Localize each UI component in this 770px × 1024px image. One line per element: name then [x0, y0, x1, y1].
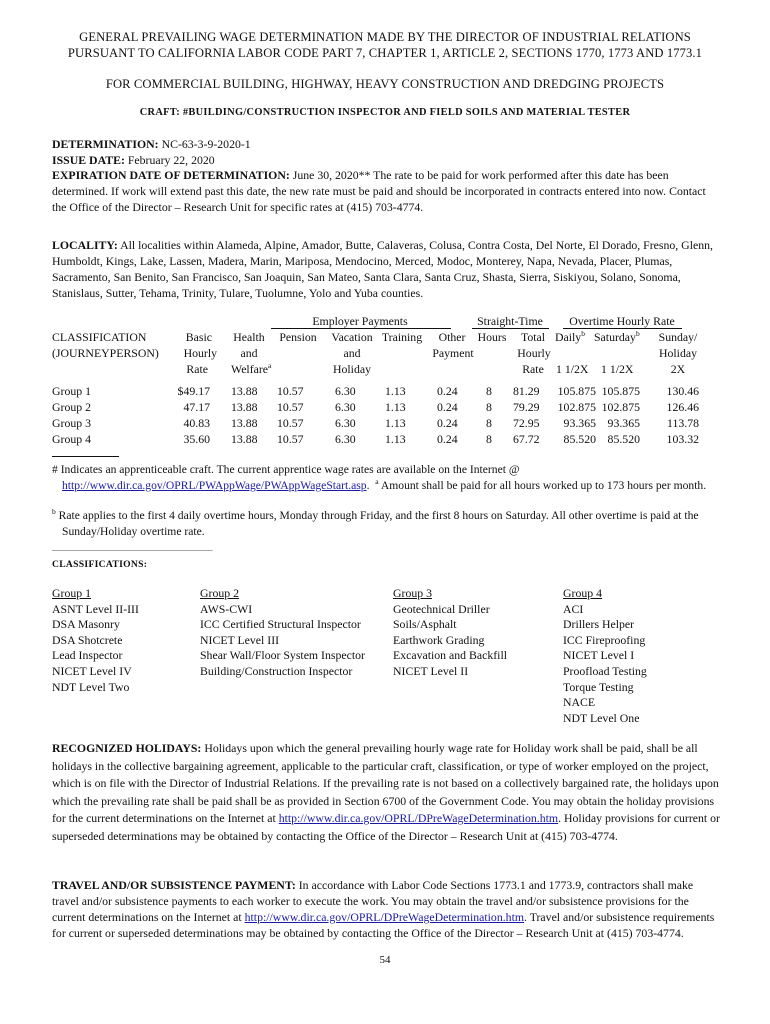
cell-pension: 10.57 [277, 400, 304, 414]
col-header-hours: Hours [477, 330, 507, 344]
classification-group-3 [393, 586, 507, 680]
list-item: Geotechnical Driller [393, 601, 490, 616]
locality-paragraph [52, 237, 720, 301]
cell-other: 0.24 [437, 400, 458, 414]
col-header-classification: CLASSIFICATION [52, 330, 147, 344]
cell-total: 79.29 [513, 400, 540, 414]
list-item: Proofload Testing [563, 663, 647, 678]
expiration-text: June 30, 2020** The rate to be paid for work performed after this date has been determined. If work will extend past this date, the new rate must be paid and should be incorporated in contracts entered into now. Contact the Office of the Director – Research Unit for specific rates at (415) 703-4774. [52, 168, 706, 214]
table-row [0, 416, 770, 432]
cell-training: 1.13 [385, 432, 406, 446]
footnote-b [52, 508, 730, 539]
list-item: Shear Wall/Floor System Inspector [200, 648, 365, 663]
cell-total: 81.29 [513, 384, 540, 398]
cell-daily: 85.520 [563, 432, 596, 446]
cell-total: 72.95 [513, 416, 540, 430]
travel-text-2: . Travel and/or subsistence requirements for current or superseded determinations may be obtained by contacting the Office of the Director – Research Unit at (415) 703-4774. [52, 910, 715, 940]
cell-basic: 40.83 [183, 416, 210, 430]
row-group-name: Group 3 [52, 416, 91, 430]
col-header-vacation: Vacation [331, 330, 373, 344]
cell-basic: 47.17 [183, 400, 210, 414]
list-item: NICET Level IV [52, 663, 132, 678]
footnote-b-text: Rate applies to the first 4 daily overtime hours, Monday through Friday, and the first 8 hours on Saturday. All other overtime is paid at the Sunday/Holiday overtime rate. [58, 509, 699, 538]
classifications-title: CLASSIFICATIONS: [52, 559, 148, 570]
list-item: Building/Construction Inspector [200, 663, 353, 678]
list-item: ICC Certified Structural Inspector [200, 617, 361, 632]
list-item: NICET Level I [563, 648, 635, 663]
col-header-hourly: Hourly [183, 346, 217, 360]
cell-pension: 10.57 [277, 432, 304, 446]
cell-sunday: 126.46 [666, 400, 699, 414]
cell-daily: 105.875 [557, 384, 596, 398]
row-group-name: Group 2 [52, 400, 91, 414]
expiration-paragraph [52, 167, 720, 215]
holiday-provisions-link[interactable]: http://www.dir.ca.gov/OPRL/DPreWageDetermination.htm [278, 811, 559, 825]
col-header-welfare: Welfare$^a$ [231, 361, 272, 376]
col-header-holiday: Holiday [658, 346, 697, 360]
straight-time-heading: Straight-Time [477, 314, 543, 328]
group-2-title: Group 2 [200, 586, 239, 600]
cell-vacation: 6.30 [335, 432, 356, 446]
cell-pension: 10.57 [277, 416, 304, 430]
cell-health: 13.88 [231, 432, 258, 446]
col-header-sunday: Sunday/ [658, 330, 698, 344]
cell-sunday: 103.32 [666, 432, 699, 446]
header-line-2: PURSUANT TO CALIFORNIA LABOR CODE PART 7, CHAPTER 1, ARTICLE 2, SECTIONS 1770, 1773 AND 1773.1 [67, 46, 703, 60]
list-item: Earthwork Grading [393, 632, 485, 647]
cell-other: 0.24 [437, 432, 458, 446]
cell-health: 13.88 [231, 400, 258, 414]
col-header-other: Other [438, 330, 466, 344]
col-header-basic: Basic [185, 330, 212, 344]
footnote-a-text: Amount shall be paid for all hours worked up to 173 hours per month. [380, 478, 707, 492]
determination-line [52, 136, 251, 152]
cell-vacation: 6.30 [335, 384, 356, 398]
list-item: NDT Level One [563, 710, 640, 725]
cell-hours: 8 [486, 384, 492, 398]
holidays-text: Holidays upon which the general prevailing hourly wage rate for Holiday work shall be paid, shall be all holidays in the collective bargaining agreement, applicable to the particular craft, classification, or type of worker employed on the project, which is on file with the Director of Industrial Relations. If the prevailing rate is not based on a collectively bargained rate, the holidays upon which the prevailing rate shall be paid shall be as provided in Section 6700 of the Government Code. You may obtain the holiday provisions for the current determinations on the Internet at [52, 741, 719, 825]
col-header-journeyperson: (JOURNEYPERSON) [52, 346, 159, 360]
classification-group-4 [563, 586, 647, 726]
travel-label: TRAVEL AND/OR SUBSISTENCE PAYMENT: [52, 878, 296, 892]
employer-payments-heading: Employer Payments [312, 314, 408, 328]
classifications-rule: ________________________________ [52, 540, 212, 552]
employer-payments-underline [271, 328, 451, 329]
list-item: DSA Masonry [52, 617, 120, 632]
issue-date-line [52, 152, 215, 168]
list-item: NACE [563, 695, 596, 710]
cell-basic: $49.17 [177, 384, 210, 398]
col-header-total: Total [520, 330, 546, 344]
list-item: ICC Fireproofing [563, 632, 646, 647]
list-item: NICET Level II [393, 663, 469, 678]
cell-health: 13.88 [231, 384, 258, 398]
list-item: DSA Shotcrete [52, 632, 123, 647]
cell-saturday: 105.875 [601, 384, 640, 398]
cell-vacation: 6.30 [335, 400, 356, 414]
list-item: Excavation and Backfill [393, 648, 507, 663]
cell-training: 1.13 [385, 416, 406, 430]
issue-date-label: ISSUE DATE: [52, 153, 125, 167]
travel-provisions-link[interactable]: http://www.dir.ca.gov/OPRL/DPreWageDetermination.htm [244, 910, 525, 924]
holidays-paragraph [52, 740, 720, 845]
col-header-health: Health [233, 330, 265, 344]
cell-hours: 8 [486, 400, 492, 414]
cell-vacation: 6.30 [335, 416, 356, 430]
travel-paragraph [52, 877, 720, 941]
table-row [0, 432, 770, 448]
issue-date-value: February 22, 2020 [127, 153, 215, 167]
list-item: Drillers Helper [563, 617, 635, 632]
overtime-heading: Overtime Hourly Rate [569, 314, 675, 328]
col-header-pension: Pension [279, 330, 317, 344]
cell-daily: 93.365 [563, 416, 596, 430]
cell-other: 0.24 [437, 416, 458, 430]
cell-hours: 8 [486, 432, 492, 446]
cell-saturday: 93.365 [607, 416, 640, 430]
row-group-name: Group 1 [52, 384, 91, 398]
col-header-total-rate: Rate [522, 362, 544, 376]
list-item: Soils/Asphalt [393, 617, 457, 632]
col-header-total-hourly: Hourly [517, 346, 551, 360]
list-item: Lead Inspector [52, 648, 123, 663]
col-header-training: Training [381, 330, 423, 344]
cell-health: 13.88 [231, 416, 258, 430]
apprentice-wage-link[interactable]: http://www.dir.ca.gov/OPRL/PWAppWage/PWAppWageStart.asp [62, 478, 367, 492]
cell-training: 1.13 [385, 400, 406, 414]
page-number: 54 [379, 954, 391, 966]
classification-group-2 [200, 586, 365, 680]
cell-pension: 10.57 [277, 384, 304, 398]
holidays-text-2: . Holiday provisions for current or superseded determinations may be obtained by contacting the Office of the Director – Research Unit at (415) 703-4774. [52, 811, 720, 843]
cell-other: 0.24 [437, 384, 458, 398]
travel-text: In accordance with Labor Code Sections 1773.1 and 1773.9, contractors shall make travel and/or subsistence payments to each worker to execute the work. You may obtain the travel and/or subsistence provisions for the current determinations on the Internet at [52, 878, 694, 924]
footnote-b-marker: b [52, 507, 56, 517]
col-header-sunday-mult: 2X [670, 362, 686, 376]
col-header-daily: Daily$^b$ [555, 329, 585, 344]
straight-time-underline [472, 328, 549, 329]
list-item: NICET Level III [200, 632, 280, 647]
footnote-hash-text: # Indicates an apprenticeable craft. The current apprentice wage rates are available on the Internet @ [52, 463, 520, 476]
cell-basic: 35.60 [183, 432, 210, 446]
cell-hours: 8 [486, 416, 492, 430]
row-group-name: Group 4 [52, 432, 91, 446]
group-1-title: Group 1 [52, 586, 91, 600]
col-header-vac-and: and [343, 346, 361, 360]
col-header-rate: Rate [186, 362, 208, 376]
footnote-separator [52, 456, 119, 457]
list-item: ASNT Level II-III [52, 601, 139, 616]
col-header-and: and [240, 346, 258, 360]
craft-title: CRAFT: #BUILDING/CONSTRUCTION INSPECTOR AND FIELD SOILS AND MATERIAL TESTER [139, 107, 631, 118]
col-header-vac-holiday: Holiday [332, 362, 371, 376]
cell-sunday: 130.46 [666, 384, 699, 398]
footnote-a-marker: a [375, 476, 379, 486]
holidays-label: RECOGNIZED HOLIDAYS: [52, 741, 202, 755]
list-item: ACI [563, 601, 584, 616]
table-row [0, 400, 770, 416]
determination-label: DETERMINATION: [52, 137, 159, 151]
cell-total: 67.72 [513, 432, 540, 446]
list-item: Torque Testing [563, 679, 634, 694]
header-line-1: GENERAL PREVAILING WAGE DETERMINATION MADE BY THE DIRECTOR OF INDUSTRIAL RELATIONS [79, 30, 691, 44]
footnote-hash: # Indicates an apprenticeable craft. The current apprentice wage rates are available on the Internet @ http://www.dir.ca.gov/OPRL/PWAppWage/PWAppWageStart.asp. $^a$ Amount shall be paid for all hours worked up to 173 hours per month. [52, 463, 707, 492]
col-header-saturday-mult: 1 1/2X [601, 362, 634, 376]
cell-saturday: 102.875 [601, 400, 640, 414]
header-line-3: FOR COMMERCIAL BUILDING, HIGHWAY, HEAVY CONSTRUCTION AND DREDGING PROJECTS [105, 77, 665, 91]
locality-label: LOCALITY: [52, 238, 118, 252]
col-header-saturday: Saturday$^b$ [594, 329, 640, 344]
locality-text: All localities within Alameda, Alpine, Amador, Butte, Calaveras, Colusa, Contra Costa, Del Norte, El Dorado, Fresno, Glenn, Humboldt, Kings, Lake, Lassen, Madera, Marin, Mariposa, Mendocino, Merced, Modoc, Monterey, Napa, Nevada, Placer, Plumas, Sacramento, San Benito, San Francisco, San Joaquin, San Mateo, Santa Clara, Santa Cruz, Shasta, Sierra, Siskiyou, Solano, Sonoma, Stanislaus, Sutter, Tehama, Trinity, Tulare, Tuolumne, Yolo and Yuba counties. [52, 238, 713, 300]
col-header-payment: Payment [432, 346, 474, 360]
group-3-title: Group 3 [393, 586, 432, 600]
col-header-daily-mult: 1 1/2X [556, 362, 589, 376]
cell-sunday: 113.78 [666, 416, 699, 430]
cell-saturday: 85.520 [607, 432, 640, 446]
classification-group-1 [52, 586, 139, 695]
determination-value: NC-63-3-9-2020-1 [161, 137, 251, 151]
cell-daily: 102.875 [557, 400, 596, 414]
list-item: NDT Level Two [52, 679, 130, 694]
cell-training: 1.13 [385, 384, 406, 398]
expiration-label: EXPIRATION DATE OF DETERMINATION: [52, 168, 290, 182]
table-row [0, 384, 770, 400]
group-4-title: Group 4 [563, 586, 602, 600]
list-item: AWS-CWI [200, 601, 253, 616]
